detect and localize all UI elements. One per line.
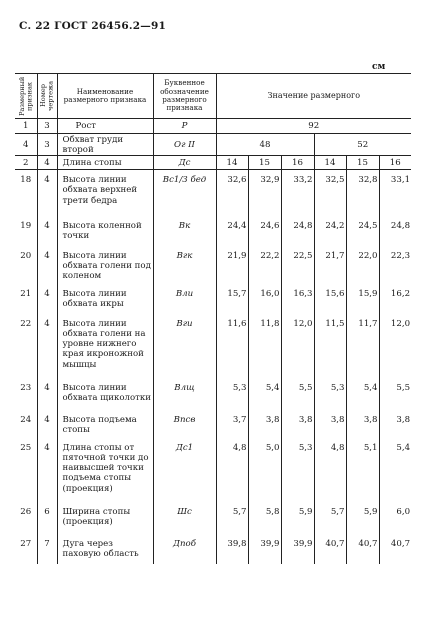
cell: 14 — [216, 156, 248, 170]
table-row — [15, 246, 411, 284]
cell: 3,8 — [379, 410, 411, 438]
header-value: Значение размерного — [216, 74, 411, 119]
cell: 39,9 — [248, 534, 281, 564]
cell: 24,2 — [314, 216, 346, 246]
cell: 16,3 — [281, 284, 314, 314]
cell: Влщ — [153, 378, 216, 410]
cell: 3 — [37, 134, 57, 156]
cell: 6,0 — [379, 502, 411, 534]
cell: Длина стопы от пяточной точки до наивысшей точки подъема стопы (проекция) — [57, 438, 153, 502]
cell: 24,4 — [216, 216, 248, 246]
cell: 4 — [37, 246, 57, 284]
cell: 39,9 — [281, 534, 314, 564]
cell: 3,8 — [346, 410, 379, 438]
cell: 4 — [37, 216, 57, 246]
cell: 16,2 — [379, 284, 411, 314]
cell: 27 — [20, 538, 32, 549]
cell: 1 — [15, 119, 37, 134]
cell: 32,5 — [314, 170, 346, 216]
cell: Длина стопы — [57, 156, 153, 170]
cell: 5,4 — [346, 378, 379, 410]
cell: 5,3 — [281, 438, 314, 502]
cell: 16 — [379, 156, 411, 170]
cell: Высота подъема стопы — [57, 410, 153, 438]
cell: Высота линии обхвата голени на уровне нижнего края икроножной мышцы — [57, 314, 153, 378]
cell: 40,7 — [346, 534, 379, 564]
cell: Обхват груди второй — [57, 134, 153, 156]
header-drawing: Номер чертежа — [37, 74, 57, 119]
cell: Дуга через паховую область — [57, 534, 153, 564]
cell: 33,1 — [379, 170, 411, 216]
cell: 2 — [15, 156, 37, 170]
cell: 24 — [20, 414, 32, 425]
cell: 92 — [216, 119, 411, 134]
cell: 5,3 — [216, 378, 248, 410]
cell: 11,7 — [346, 314, 379, 378]
cell: 5,0 — [248, 438, 281, 502]
cell: 40,7 — [379, 534, 411, 564]
standard-code: ГОСТ 26456.2—91 — [54, 20, 166, 32]
cell: Высота коленной точки — [57, 216, 153, 246]
cell: 25 — [20, 442, 32, 453]
cell: 15,6 — [314, 284, 346, 314]
cell: 24,6 — [248, 216, 281, 246]
measurements-table — [15, 73, 411, 564]
page-header — [19, 20, 166, 32]
header-symbol: Буквенное обозначение размерного признака — [153, 74, 216, 119]
cell: 4 — [37, 314, 57, 378]
cell: 21,9 — [216, 246, 248, 284]
cell: 32,8 — [346, 170, 379, 216]
cell: Впсв — [153, 410, 216, 438]
cell: 4,8 — [216, 438, 248, 502]
cell: 32,9 — [248, 170, 281, 216]
table-row — [15, 216, 411, 246]
cell: Вгк — [153, 246, 216, 284]
cell: 4 — [37, 170, 57, 216]
cell: 5,7 — [314, 502, 346, 534]
cell: 11,5 — [314, 314, 346, 378]
cell: Дс — [153, 156, 216, 170]
cell: 4 — [37, 378, 57, 410]
table-row — [15, 134, 411, 156]
table-row — [15, 534, 411, 564]
table-row — [15, 502, 411, 534]
cell: 16,0 — [248, 284, 281, 314]
cell: 11,6 — [216, 314, 248, 378]
cell: 7 — [37, 534, 57, 564]
cell: 24,5 — [346, 216, 379, 246]
cell: 24,8 — [281, 216, 314, 246]
table-header — [15, 74, 411, 119]
cell: 26 — [20, 506, 32, 517]
cell: 19 — [20, 220, 32, 231]
table-row — [15, 410, 411, 438]
cell: 12,0 — [379, 314, 411, 378]
cell: 4,8 — [314, 438, 346, 502]
table-row — [15, 284, 411, 314]
cell: 21 — [20, 288, 32, 299]
page-prefix: С. 22 — [19, 20, 51, 32]
cell: Вги — [153, 314, 216, 378]
cell: 5,9 — [281, 502, 314, 534]
cell: 11,8 — [248, 314, 281, 378]
table-row — [15, 378, 411, 410]
header-num: Размерный признак — [15, 74, 37, 119]
cell: Дпоб — [153, 534, 216, 564]
table-row — [15, 438, 411, 502]
cell: 15 — [346, 156, 379, 170]
cell: 15,7 — [216, 284, 248, 314]
cell: 40,7 — [314, 534, 346, 564]
unit-label: см — [372, 62, 386, 72]
cell: 4 — [37, 438, 57, 502]
cell: Высота линии обхвата голени под коленом — [57, 246, 153, 284]
cell: 3,8 — [281, 410, 314, 438]
cell: 22,5 — [281, 246, 314, 284]
cell: Высота линии обхвата верхней трети бедра — [57, 170, 153, 216]
cell: 33,2 — [281, 170, 314, 216]
cell: Ог II — [153, 134, 216, 156]
cell: 5,4 — [379, 438, 411, 502]
cell: 21,7 — [314, 246, 346, 284]
cell: 15,9 — [346, 284, 379, 314]
table-row — [15, 170, 411, 216]
cell: 3,7 — [216, 410, 248, 438]
cell: 3 — [37, 119, 57, 134]
cell: Высота линии обхвата щиколотки — [57, 378, 153, 410]
cell: 16 — [281, 156, 314, 170]
cell: 3,8 — [248, 410, 281, 438]
cell: 5,9 — [346, 502, 379, 534]
cell: 24,8 — [379, 216, 411, 246]
cell: Рост — [57, 119, 153, 134]
cell: 5,8 — [248, 502, 281, 534]
cell: 4 — [37, 284, 57, 314]
cell: 22,0 — [346, 246, 379, 284]
cell: 52 — [314, 134, 411, 156]
table-row — [15, 314, 411, 378]
cell: P — [153, 119, 216, 134]
cell: 4 — [37, 156, 57, 170]
cell: 14 — [314, 156, 346, 170]
cell: 39,8 — [216, 534, 248, 564]
cell: Вс1/3 бед — [153, 170, 216, 216]
cell: Вли — [153, 284, 216, 314]
cell: 18 — [20, 175, 32, 185]
cell: 5,1 — [346, 438, 379, 502]
cell: 12,0 — [281, 314, 314, 378]
cell: 6 — [37, 502, 57, 534]
table-row — [15, 156, 411, 170]
cell: Шс — [153, 502, 216, 534]
cell: 4 — [37, 410, 57, 438]
cell: 15 — [248, 156, 281, 170]
cell: 5,4 — [248, 378, 281, 410]
cell: 20 — [20, 250, 32, 261]
cell: 48 — [216, 134, 314, 156]
cell: 5,5 — [281, 378, 314, 410]
header-name: Наименование размерного признака — [57, 74, 153, 119]
column-number-row — [15, 119, 411, 134]
cell: 5,3 — [314, 378, 346, 410]
cell: 32,6 — [216, 170, 248, 216]
cell: 22 — [20, 318, 32, 329]
cell: 22,3 — [379, 246, 411, 284]
cell: 22,2 — [248, 246, 281, 284]
cell: Ширина стопы (проекция) — [57, 502, 153, 534]
cell: Дс1 — [153, 438, 216, 502]
cell: 3,8 — [314, 410, 346, 438]
cell: 5,5 — [379, 378, 411, 410]
cell: Высота линии обхвата икры — [57, 284, 153, 314]
cell: 23 — [20, 382, 32, 393]
cell: 5,7 — [216, 502, 248, 534]
cell: 4 — [15, 134, 37, 156]
cell: Вк — [153, 216, 216, 246]
